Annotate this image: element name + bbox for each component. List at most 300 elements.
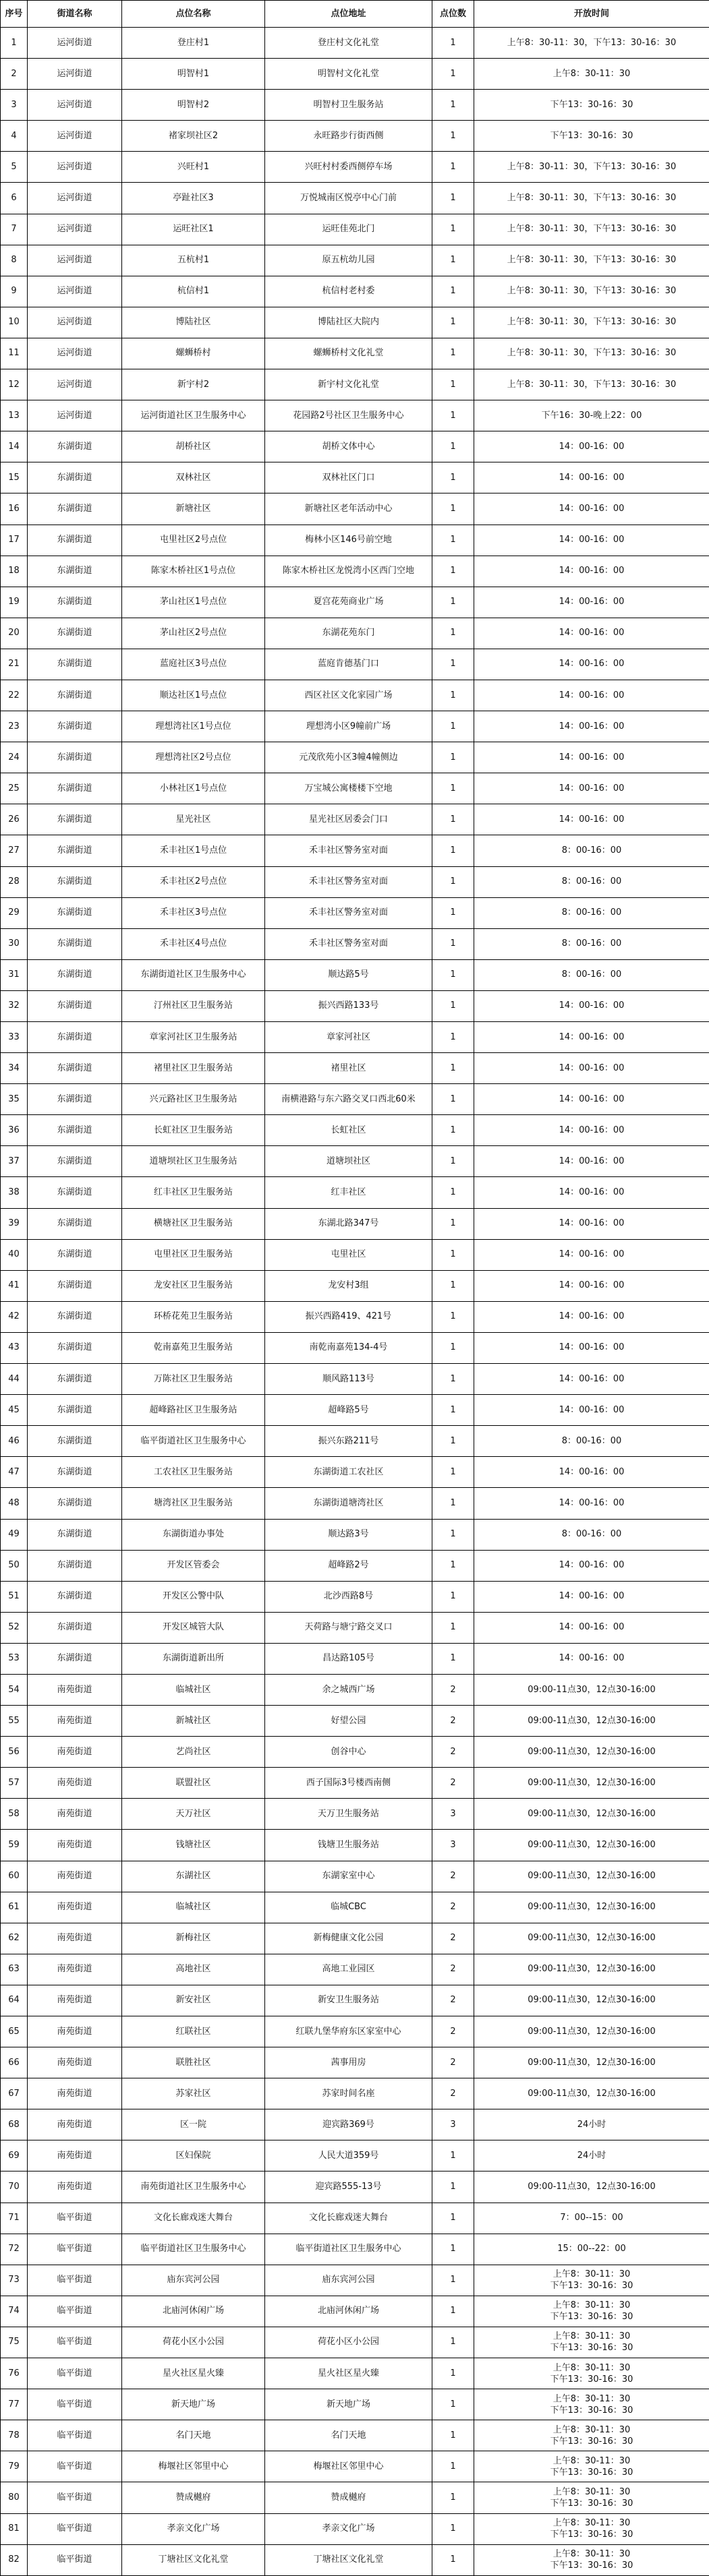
cell-site-count: 2 xyxy=(432,1737,474,1768)
cell-index: 43 xyxy=(1,1332,28,1363)
cell-index: 25 xyxy=(1,773,28,804)
cell-index: 79 xyxy=(1,2451,28,2482)
cell-open-hours: 上午8：30-11：30，下午13：30-16：30 xyxy=(474,214,709,245)
cell-site-address: 梅林小区146号前空地 xyxy=(265,525,432,556)
cell-open-hours: 09:00-11点30，12点30-16:00 xyxy=(474,1737,709,1768)
table-row xyxy=(1,1612,709,1643)
cell-street: 临平街道 xyxy=(28,2265,122,2296)
cell-site-address: 昌达路105号 xyxy=(265,1643,432,1674)
cell-open-hours: 下午13：30-16：30 xyxy=(474,90,709,121)
cell-site-name: 茅山社区2号点位 xyxy=(122,618,265,649)
cell-open-hours: 15：00--22：00 xyxy=(474,2234,709,2265)
table-row xyxy=(1,2140,709,2171)
cell-site-name: 道塘坝社区卫生服务站 xyxy=(122,1146,265,1177)
cell-open-hours: 上午8：30-11：30 下午13：30-16：30 xyxy=(474,2420,709,2451)
cell-site-address: 夏宫花苑商业广场 xyxy=(265,587,432,618)
cell-open-hours: 14：00-16：00 xyxy=(474,742,709,773)
cell-index: 65 xyxy=(1,2016,28,2047)
table-row xyxy=(1,711,709,742)
cell-index: 8 xyxy=(1,245,28,276)
cell-site-name: 红丰社区卫生服务站 xyxy=(122,1177,265,1208)
cell-index: 47 xyxy=(1,1457,28,1488)
cell-site-address: 明智村卫生服务站 xyxy=(265,90,432,121)
cell-street: 东湖街道 xyxy=(28,1022,122,1053)
cell-open-hours: 09:00-11点30，12点30-16:00 xyxy=(474,2016,709,2047)
cell-open-hours: 下午16：30-晚上22：00 xyxy=(474,400,709,431)
cell-index: 20 xyxy=(1,618,28,649)
table-row xyxy=(1,804,709,835)
cell-index: 52 xyxy=(1,1612,28,1643)
cell-site-count: 1 xyxy=(432,2140,474,2171)
cell-street: 东湖街道 xyxy=(28,1364,122,1395)
cell-site-name: 杭信村1 xyxy=(122,276,265,307)
cell-site-address: 人民大道359号 xyxy=(265,2140,432,2171)
cell-street: 南苑街道 xyxy=(28,1861,122,1892)
cell-open-hours: 14：00-16：00 xyxy=(474,1177,709,1208)
cell-open-hours: 14：00-16：00 xyxy=(474,1270,709,1301)
cell-open-hours: 14：00-16：00 xyxy=(474,990,709,1021)
cell-open-hours: 上午8：30-11：30，下午13：30-16：30 xyxy=(474,183,709,214)
cell-street: 南苑街道 xyxy=(28,1706,122,1737)
cell-open-hours: 14：00-16：00 xyxy=(474,711,709,742)
table-row xyxy=(1,2078,709,2109)
cell-index: 46 xyxy=(1,1426,28,1457)
cell-open-hours: 09:00-11点30，12点30-16:00 xyxy=(474,1861,709,1892)
cell-street: 南苑街道 xyxy=(28,1737,122,1768)
cell-open-hours: 14：00-16：00 xyxy=(474,1208,709,1239)
cell-site-count: 1 xyxy=(432,1270,474,1301)
table-row xyxy=(1,2203,709,2234)
table-row xyxy=(1,1270,709,1301)
table-row xyxy=(1,587,709,618)
table-row xyxy=(1,2296,709,2327)
cell-index: 9 xyxy=(1,276,28,307)
cell-open-hours: 09:00-11点30，12点30-16:00 xyxy=(474,1954,709,1985)
cell-index: 69 xyxy=(1,2140,28,2171)
cell-site-name: 兴元路社区卫生服务站 xyxy=(122,1084,265,1115)
table-row xyxy=(1,742,709,773)
cell-street: 临平街道 xyxy=(28,2482,122,2513)
cell-site-address: 高地工业园区 xyxy=(265,1954,432,1985)
cell-open-hours: 上午8：30-11：30 下午13：30-16：30 xyxy=(474,2544,709,2575)
cell-site-name: 环桥花苑卫生服务站 xyxy=(122,1301,265,1332)
table-row xyxy=(1,2109,709,2140)
cell-site-address: 胡桥文体中心 xyxy=(265,431,432,462)
cell-site-address: 南乾南嘉苑134-4号 xyxy=(265,1332,432,1363)
cell-site-address: 丁塘社区文化礼堂 xyxy=(265,2544,432,2575)
cell-site-count: 1 xyxy=(432,1426,474,1457)
cell-site-count: 1 xyxy=(432,2358,474,2389)
cell-site-name: 开发区城管大队 xyxy=(122,1612,265,1643)
cell-street: 临平街道 xyxy=(28,2203,122,2234)
cell-index: 24 xyxy=(1,742,28,773)
cell-site-count: 1 xyxy=(432,90,474,121)
cell-site-address: 超峰路5号 xyxy=(265,1395,432,1426)
table-row xyxy=(1,2544,709,2575)
cell-site-name: 屯里社区2号点位 xyxy=(122,525,265,556)
cell-open-hours: 上午8：30-11：30 下午13：30-16：30 xyxy=(474,2327,709,2358)
cell-site-address: 运旺佳苑北门 xyxy=(265,214,432,245)
cell-index: 74 xyxy=(1,2296,28,2327)
cell-site-address: 禾丰社区警务室对面 xyxy=(265,897,432,928)
cell-index: 66 xyxy=(1,2047,28,2078)
cell-street: 东湖街道 xyxy=(28,990,122,1021)
cell-index: 7 xyxy=(1,214,28,245)
cell-site-name: 汀州社区卫生服务站 xyxy=(122,990,265,1021)
cell-open-hours: 上午8：30-11：30 下午13：30-16：30 xyxy=(474,2358,709,2389)
cell-site-name: 横塘社区卫生服务站 xyxy=(122,1208,265,1239)
table-row xyxy=(1,90,709,121)
cell-site-name: 临城社区 xyxy=(122,1892,265,1923)
cell-site-count: 1 xyxy=(432,897,474,928)
cell-site-address: 临城CBC xyxy=(265,1892,432,1923)
table-row xyxy=(1,276,709,307)
cell-site-address: 名门天地 xyxy=(265,2420,432,2451)
cell-site-address: 长虹社区 xyxy=(265,1115,432,1146)
cell-index: 76 xyxy=(1,2358,28,2389)
cell-site-address: 星光社区居委会门口 xyxy=(265,804,432,835)
cell-site-count: 1 xyxy=(432,742,474,773)
cell-site-name: 南苑街道社区卫生服务中心 xyxy=(122,2171,265,2203)
cell-street: 运河街道 xyxy=(28,400,122,431)
cell-open-hours: 上午8：30-11：30 xyxy=(474,59,709,90)
cell-site-count: 1 xyxy=(432,773,474,804)
table-row xyxy=(1,2234,709,2265)
table-row xyxy=(1,1861,709,1892)
cell-open-hours: 14：00-16：00 xyxy=(474,1488,709,1519)
cell-open-hours: 14：00-16：00 xyxy=(474,773,709,804)
cell-street: 东湖街道 xyxy=(28,711,122,742)
cell-index: 13 xyxy=(1,400,28,431)
cell-street: 运河街道 xyxy=(28,214,122,245)
cell-site-count: 1 xyxy=(432,2234,474,2265)
cell-index: 38 xyxy=(1,1177,28,1208)
cell-site-name: 联胜社区 xyxy=(122,2047,265,2078)
cell-site-address: 蓝庭肯德基门口 xyxy=(265,649,432,680)
cell-open-hours: 上午8：30-11：30 下午13：30-16：30 xyxy=(474,2265,709,2296)
cell-site-name: 超峰路社区卫生服务站 xyxy=(122,1395,265,1426)
cell-site-name: 茅山社区1号点位 xyxy=(122,587,265,618)
cell-site-address: 元茂欣苑小区3幢4幢侧边 xyxy=(265,742,432,773)
cell-site-name: 临平街道社区卫生服务中心 xyxy=(122,2234,265,2265)
cell-site-name: 理想湾社区1号点位 xyxy=(122,711,265,742)
table-row xyxy=(1,1550,709,1581)
cell-site-count: 1 xyxy=(432,1332,474,1363)
cell-site-name: 禾丰社区2号点位 xyxy=(122,866,265,897)
cell-site-count: 1 xyxy=(432,711,474,742)
cell-site-address: 南横港路与东六路交叉口西北60米 xyxy=(265,1084,432,1115)
cell-site-address: 新宇村文化礼堂 xyxy=(265,369,432,400)
cell-site-count: 2 xyxy=(432,1674,474,1705)
cell-index: 56 xyxy=(1,1737,28,1768)
cell-site-name: 赞成樾府 xyxy=(122,2482,265,2513)
table-body xyxy=(1,28,709,2576)
cell-street: 南苑街道 xyxy=(28,1892,122,1923)
cell-street: 东湖街道 xyxy=(28,493,122,525)
cell-open-hours: 14：00-16：00 xyxy=(474,525,709,556)
cell-open-hours: 8：00-16：00 xyxy=(474,835,709,866)
cell-street: 南苑街道 xyxy=(28,1674,122,1705)
table-row xyxy=(1,431,709,462)
table-row xyxy=(1,990,709,1021)
cell-site-name: 文化长廊戏迷大舞台 xyxy=(122,2203,265,2234)
cell-site-count: 1 xyxy=(432,928,474,959)
cell-index: 64 xyxy=(1,1985,28,2016)
cell-site-name: 开发区公警中队 xyxy=(122,1581,265,1612)
cell-index: 82 xyxy=(1,2544,28,2575)
table-row xyxy=(1,214,709,245)
cell-open-hours: 24小时 xyxy=(474,2140,709,2171)
cell-site-address: 永旺路步行街西侧 xyxy=(265,121,432,152)
cell-site-address: 顺风路113号 xyxy=(265,1364,432,1395)
cell-site-count: 3 xyxy=(432,1830,474,1861)
cell-site-count: 1 xyxy=(432,2296,474,2327)
cell-street: 东湖街道 xyxy=(28,462,122,493)
cell-site-count: 1 xyxy=(432,431,474,462)
cell-index: 75 xyxy=(1,2327,28,2358)
cell-street: 东湖街道 xyxy=(28,835,122,866)
cell-site-address: 荷花小区小公园 xyxy=(265,2327,432,2358)
cell-street: 临平街道 xyxy=(28,2296,122,2327)
cell-site-count: 1 xyxy=(432,276,474,307)
cell-site-count: 1 xyxy=(432,1550,474,1581)
cell-site-address: 明智村文化礼堂 xyxy=(265,59,432,90)
cell-open-hours: 8：00-16：00 xyxy=(474,928,709,959)
cell-open-hours: 09:00-11点30，12点30-16:00 xyxy=(474,2171,709,2203)
cell-street: 东湖街道 xyxy=(28,804,122,835)
table-row xyxy=(1,618,709,649)
cell-site-count: 1 xyxy=(432,245,474,276)
cell-site-address: 屯里社区 xyxy=(265,1239,432,1270)
cell-site-name: 开发区管委会 xyxy=(122,1550,265,1581)
cell-open-hours: 14：00-16：00 xyxy=(474,431,709,462)
cell-site-count: 1 xyxy=(432,835,474,866)
cell-site-count: 1 xyxy=(432,1208,474,1239)
cell-site-name: 亭趾社区3 xyxy=(122,183,265,214)
cell-site-address: 杭信村老村委 xyxy=(265,276,432,307)
cell-site-address: 文化长廊戏迷大舞台 xyxy=(265,2203,432,2234)
cell-site-address: 红丰社区 xyxy=(265,1177,432,1208)
cell-site-address: 振兴西路133号 xyxy=(265,990,432,1021)
table-row xyxy=(1,152,709,183)
cell-index: 19 xyxy=(1,587,28,618)
cell-street: 东湖街道 xyxy=(28,618,122,649)
cell-street: 临平街道 xyxy=(28,2327,122,2358)
cell-index: 17 xyxy=(1,525,28,556)
cell-index: 67 xyxy=(1,2078,28,2109)
table-row xyxy=(1,338,709,369)
table-row xyxy=(1,1332,709,1363)
cell-site-name: 东湖街道社区卫生服务中心 xyxy=(122,959,265,990)
cell-index: 30 xyxy=(1,928,28,959)
cell-street: 东湖街道 xyxy=(28,1146,122,1177)
cell-open-hours: 14：00-16：00 xyxy=(474,1239,709,1270)
cell-site-count: 1 xyxy=(432,1364,474,1395)
table-row xyxy=(1,183,709,214)
cell-street: 临平街道 xyxy=(28,2234,122,2265)
cell-site-name: 登庄村1 xyxy=(122,28,265,59)
table-row xyxy=(1,1581,709,1612)
cell-site-name: 区妇保院 xyxy=(122,2140,265,2171)
table-row xyxy=(1,245,709,276)
cell-site-address: 万宝城公寓楼楼下空地 xyxy=(265,773,432,804)
cell-index: 2 xyxy=(1,59,28,90)
cell-site-name: 东湖街道新出所 xyxy=(122,1643,265,1674)
header-site-count: 点位数 xyxy=(432,1,474,28)
cell-site-count: 1 xyxy=(432,2327,474,2358)
cell-site-count: 1 xyxy=(432,1084,474,1115)
header-site-address: 点位地址 xyxy=(265,1,432,28)
cell-site-count: 3 xyxy=(432,1799,474,1830)
cell-site-address: 振兴西路419、421号 xyxy=(265,1301,432,1332)
cell-site-name: 褚里社区卫生服务站 xyxy=(122,1053,265,1084)
cell-site-count: 1 xyxy=(432,2482,474,2513)
cell-site-address: 东湖家室中心 xyxy=(265,1861,432,1892)
cell-site-name: 褚家坝社区2 xyxy=(122,121,265,152)
cell-open-hours: 上午8：30-11：30 下午13：30-16：30 xyxy=(474,2389,709,2420)
cell-site-name: 明智村2 xyxy=(122,90,265,121)
cell-open-hours: 上午8：30-11：30，下午13：30-16：30 xyxy=(474,245,709,276)
cell-open-hours: 14：00-16：00 xyxy=(474,1395,709,1426)
cell-street: 南苑街道 xyxy=(28,2078,122,2109)
cell-site-count: 1 xyxy=(432,400,474,431)
cell-open-hours: 14：00-16：00 xyxy=(474,1332,709,1363)
cell-site-name: 苏家社区 xyxy=(122,2078,265,2109)
cell-street: 运河街道 xyxy=(28,152,122,183)
cell-site-count: 1 xyxy=(432,2544,474,2575)
cell-site-count: 1 xyxy=(432,121,474,152)
cell-index: 77 xyxy=(1,2389,28,2420)
cell-index: 21 xyxy=(1,649,28,680)
cell-site-address: 西区社区文化家园广场 xyxy=(265,680,432,711)
cell-index: 37 xyxy=(1,1146,28,1177)
cell-site-name: 乾南嘉苑卫生服务站 xyxy=(122,1332,265,1363)
cell-street: 运河街道 xyxy=(28,276,122,307)
cell-site-address: 余之城西广场 xyxy=(265,1674,432,1705)
cell-street: 临平街道 xyxy=(28,2451,122,2482)
cell-site-name: 博陆社区 xyxy=(122,307,265,338)
cell-street: 南苑街道 xyxy=(28,1985,122,2016)
cell-street: 东湖街道 xyxy=(28,556,122,587)
cell-site-count: 2 xyxy=(432,1706,474,1737)
cell-site-count: 1 xyxy=(432,369,474,400)
cell-site-count: 1 xyxy=(432,959,474,990)
cell-street: 东湖街道 xyxy=(28,1301,122,1332)
cell-street: 东湖街道 xyxy=(28,897,122,928)
cell-site-count: 1 xyxy=(432,556,474,587)
cell-site-name: 五杭村1 xyxy=(122,245,265,276)
cell-index: 29 xyxy=(1,897,28,928)
cell-site-name: 区一院 xyxy=(122,2109,265,2140)
cell-site-name: 孝亲文化广场 xyxy=(122,2513,265,2544)
table-row xyxy=(1,400,709,431)
cell-site-count: 1 xyxy=(432,1301,474,1332)
cell-street: 临平街道 xyxy=(28,2513,122,2544)
cell-index: 61 xyxy=(1,1892,28,1923)
cell-site-count: 1 xyxy=(432,587,474,618)
cell-site-count: 2 xyxy=(432,1923,474,1954)
cell-site-name: 天万社区 xyxy=(122,1799,265,1830)
cell-site-count: 1 xyxy=(432,649,474,680)
cell-site-count: 1 xyxy=(432,1488,474,1519)
cell-street: 东湖街道 xyxy=(28,1177,122,1208)
cell-index: 28 xyxy=(1,866,28,897)
cell-site-address: 北庙河休闲广场 xyxy=(265,2296,432,2327)
cell-site-address: 顺达路5号 xyxy=(265,959,432,990)
cell-index: 68 xyxy=(1,2109,28,2140)
table-row xyxy=(1,928,709,959)
table-row xyxy=(1,2420,709,2451)
cell-site-name: 荷花小区小公园 xyxy=(122,2327,265,2358)
cell-site-count: 1 xyxy=(432,1457,474,1488)
cell-street: 东湖街道 xyxy=(28,1426,122,1457)
cell-site-address: 振兴东路211号 xyxy=(265,1426,432,1457)
cell-index: 62 xyxy=(1,1923,28,1954)
table-row xyxy=(1,1488,709,1519)
table-row xyxy=(1,525,709,556)
cell-site-count: 2 xyxy=(432,1985,474,2016)
cell-site-name: 龙安社区卫生服务站 xyxy=(122,1270,265,1301)
header-site-name: 点位名称 xyxy=(122,1,265,28)
table-row xyxy=(1,121,709,152)
cell-site-count: 1 xyxy=(432,1053,474,1084)
cell-site-name: 高地社区 xyxy=(122,1954,265,1985)
cell-site-address: 龙安村3组 xyxy=(265,1270,432,1301)
cell-index: 1 xyxy=(1,28,28,59)
cell-site-name: 塘湾社区卫生服务站 xyxy=(122,1488,265,1519)
table-row xyxy=(1,2327,709,2358)
table-row xyxy=(1,59,709,90)
cell-street: 东湖街道 xyxy=(28,773,122,804)
cell-site-address: 东湖花苑东门 xyxy=(265,618,432,649)
cell-site-name: 星光社区 xyxy=(122,804,265,835)
cell-index: 27 xyxy=(1,835,28,866)
cell-street: 东湖街道 xyxy=(28,866,122,897)
cell-street: 南苑街道 xyxy=(28,2016,122,2047)
cell-index: 26 xyxy=(1,804,28,835)
cell-open-hours: 8：00-16：00 xyxy=(474,959,709,990)
cell-street: 东湖街道 xyxy=(28,1519,122,1550)
table-row xyxy=(1,1084,709,1115)
cell-site-address: 苏家时间名座 xyxy=(265,2078,432,2109)
table-row xyxy=(1,1177,709,1208)
cell-site-address: 超峰路2号 xyxy=(265,1550,432,1581)
cell-open-hours: 8：00-16：00 xyxy=(474,1426,709,1457)
cell-open-hours: 24小时 xyxy=(474,2109,709,2140)
cell-site-name: 临城社区 xyxy=(122,1674,265,1705)
cell-site-address: 万悦城南区悦亭中心门前 xyxy=(265,183,432,214)
cell-site-count: 1 xyxy=(432,1395,474,1426)
cell-street: 东湖街道 xyxy=(28,1239,122,1270)
cell-index: 49 xyxy=(1,1519,28,1550)
cell-street: 东湖街道 xyxy=(28,742,122,773)
cell-index: 48 xyxy=(1,1488,28,1519)
cell-index: 39 xyxy=(1,1208,28,1239)
cell-street: 运河街道 xyxy=(28,307,122,338)
cell-open-hours: 14：00-16：00 xyxy=(474,462,709,493)
table-row xyxy=(1,307,709,338)
cell-index: 42 xyxy=(1,1301,28,1332)
cell-site-address: 博陆社区大院内 xyxy=(265,307,432,338)
cell-open-hours: 下午13：30-16：30 xyxy=(474,121,709,152)
cell-street: 运河街道 xyxy=(28,245,122,276)
cell-street: 东湖街道 xyxy=(28,1457,122,1488)
cell-index: 6 xyxy=(1,183,28,214)
cell-index: 12 xyxy=(1,369,28,400)
cell-index: 70 xyxy=(1,2171,28,2203)
table-row xyxy=(1,2171,709,2203)
cell-site-name: 工农社区卫生服务站 xyxy=(122,1457,265,1488)
